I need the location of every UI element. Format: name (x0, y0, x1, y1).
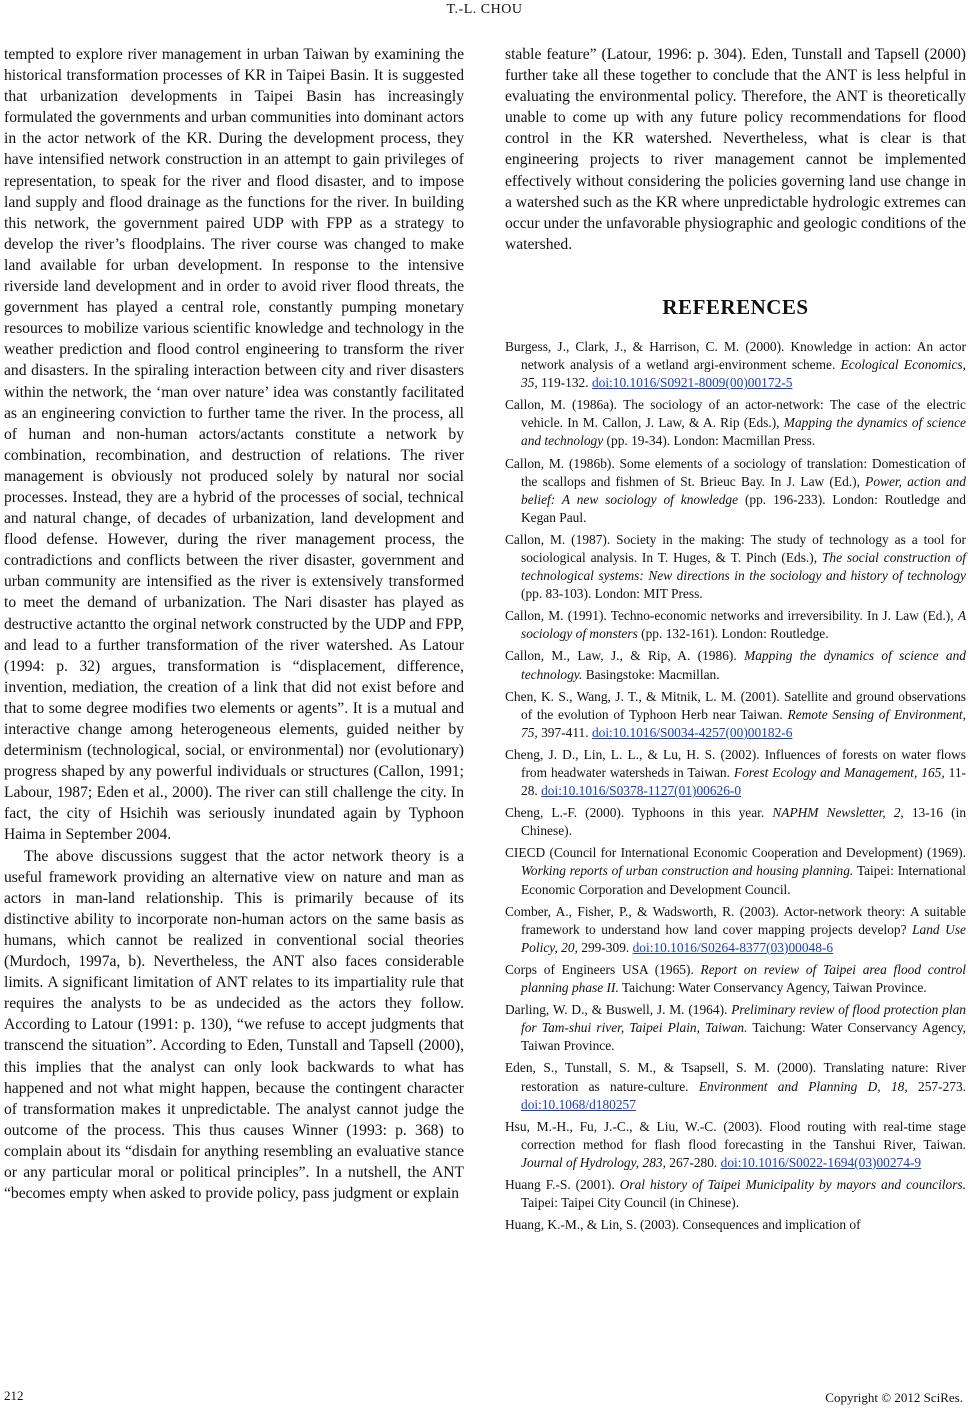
reference-doi-link[interactable]: doi:10.1016/S0378-1127(01)00626-0 (541, 783, 742, 799)
reference-item (505, 338, 966, 392)
page-number: 212 (4, 1388, 24, 1403)
reference-text: 257-273. (907, 1078, 966, 1094)
reference-text: 11-28. (521, 765, 966, 799)
reference-doi-link[interactable]: doi:10.1016/S0921-8009(00)00172-5 (591, 375, 793, 391)
reference-text: 267-280. (665, 1154, 721, 1170)
reference-item (505, 1001, 966, 1055)
reference-text: CIECD (Council for International Economic Cooperation and Development) (1969). (505, 845, 966, 861)
reference-text: 397-411. (537, 724, 592, 740)
reference-text: Taipei: International Economic Corporation and Development Council. (521, 863, 966, 897)
reference-source: Environment and Planning D, 18, (698, 1078, 908, 1094)
reference-text: Darling, W. D., & Buswell, J. M. (1964). (505, 1002, 732, 1018)
reference-item (505, 746, 966, 800)
reference-item (505, 396, 966, 450)
reference-item (505, 1216, 966, 1234)
reference-text: Taichung: Water Conservancy Agency, Taiwan Province. (618, 980, 927, 996)
reference-text: (pp. 19-34). London: Macmillan Press. (603, 433, 816, 449)
right-column (505, 44, 966, 1238)
reference-source: Ecological Economics, 35, (521, 357, 966, 391)
reference-item (505, 903, 966, 957)
reference-source: The social construction of technological systems: New directions in the sociology and history of technology (521, 549, 966, 584)
reference-text: Comber, A., Fisher, P., & Wadsworth, R. (2003). Actor-network theory: A suitable framework to understand how land cover mapping projects develop? (505, 903, 966, 937)
reference-text: Huang F.-S. (2001). (505, 1176, 620, 1192)
left-column (4, 44, 464, 1204)
reference-text: Huang, K.-M., & Lin, S. (2003). Consequences and implication of (505, 1217, 861, 1233)
body-paragraph: tempted to explore river management in urban Taiwan by examining the historical transformation processes of KR in Taipei Basin. It is suggested that urbanization developments in Taipei Basin has increasingly formulated the governments and urban communities into dominant actors in the actor network of the KR. During the development process, they have intensified network construction in an attempt to gain privileges of representation, to speak for the river and flood disaster, and to impose land supply and flood drainage as the functions for the river. In building this network, the government paired UDP with FPP as a strategy to develop the river’s floodplains. The river course was changed to make land available for urban development. In response to the intensive riverside land development and in order to avoid river flood threats, the government has played a central role, constantly pumping monetary resources to mobilize various scientific knowledge and technology in the weather prediction and flood control engineering to transform the river and disasters. In the spiraling interaction between city and river disasters within the network, the ‘man over nature’ idea was constantly facilitated as an engineering conviction to further tame the river. In the process, all of human and non-human actors/actants constitute a network by combination, recombination, and destruction of relations. The river management is obviously not produced solely by natural nor social processes. Instead, they are a hybrid of the processes of social, technical and natural change, of decades of urbanization, land development and flood defense. However, during the river management process, the contradictions and conflicts between the river disaster, government and urban community are intensified as the river is extensively transformed to meet the demand of urbanization. The Nari disaster has played as destructive actantto the orginal network constructed by the UDP and FPP, and lead to a further transformation of the river watershed. As Latour (1994: p. 32) argues, transformation is “displacement, difference, invention, mediation, the creation of a link that did not exist before and that to some degree modifies two elements or agents”. It is a mutual and interactive change among heterogeneous elements, guided neither by determinism (technological, social, or environmental) nor (evolutionary) progress shaped by any powerful individuals or structures (Callon, 1991; Labour, 1987; Eden et al., 2000). The river can still challenge the city. In fact, the city of Hsichih was seriously inundated again by Typhoon Haima in September 2004. (4, 46, 464, 844)
reference-item (505, 1059, 966, 1113)
reference-text: Callon, M. (1987). Society in the making: The study of technology as a tool for sociological analysis. In T. Huges, & T. Pinch (Eds.), (505, 531, 966, 565)
reference-source: Journal of Hydrology, 283, (521, 1154, 666, 1170)
reference-text: (pp. 83-103). London: MIT Press. (521, 586, 703, 602)
body-paragraph: The above discussions suggest that the actor network theory is a useful framework providing an alternative view on nature and man as actors in man-land relationship. This is primarily because of its distinctive ability to incorporate non-human actors on the same basis as humans, which cannot be realized in conventional social theories (Murdoch, 1997a, b). Nevertheless, the ANT also faces considerable limits. A significant limitation of ANT relates to its impartiality rule that requires the analysts to be as undecided as the actors they follow. According to Latour (1991: p. 130), “we refuse to accept judgments that transcend the situation”. According to Eden, Tunstall and Tapsell (2000), this implies that the analyst can only look backwards to what has happened and not what might happen, because the contingent character of transformation makes it unpredictable. The analyst cannot judge the outcome of the process. This thus causes Winner (1993: p. 368) to complain about its “disdain for anything resembling an evaluative stance or any particular moral or political principles”. In a nutshell, the ANT “becomes empty when asked to provide policy, pass judgment or explain (4, 847, 464, 1203)
reference-item (505, 647, 966, 683)
reference-source: Forest Ecology and Management, 165, (733, 765, 945, 780)
reference-text: Eden, S., Tunstall, S. M., & Tsapsell, S. M. (2000). Translating nature: River restoration as nature-culture. (505, 1060, 966, 1094)
reference-item (505, 688, 966, 742)
reference-item (505, 1176, 966, 1212)
copyright-notice: Copyright © 2012 SciRes. (825, 1390, 963, 1405)
reference-text: (pp. 132-161). London: Routledge. (637, 626, 829, 642)
reference-text: Hsu, M.-H., Fu, J.-C., & Liu, W.-C. (2003). Flood routing with real-time stage correction method for flash flood forecasting in the Tanshui River, Taiwan. (505, 1118, 966, 1152)
reference-text: Chen, K. S., Wang, J. T., & Mitnik, L. M. (2001). Satellite and ground observations of the evolution of Typhoon Herb near Taiwan. (505, 688, 966, 722)
reference-source: Working reports of urban construction and housing planning. (521, 863, 854, 879)
reference-source: Mapping the dynamics of science and technology. (521, 648, 966, 682)
body-paragraph: stable feature” (Latour, 1996: p. 304). Eden, Tunstall and Tapsell (2000) further take all these together to conclude that the ANT is less helpful in evaluating the environmental policy. Therefore, the ANT is theoretically unable to come up with any future policy recommendations for flood control in the KR watershed. Nevertheless, what is clear is that engineering projects to river management cannot be implemented effectively without considering the policies governing land use change in a watershed such as the KR where unpredictable hydrologic extremes can occur under the unfavorable physiographic and geologic conditions of the watershed. (505, 46, 966, 253)
reference-text: Taichung: Water Conservancy Agency, Taiwan Province. (521, 1020, 966, 1054)
reference-text: Cheng, J. D., Lin, L. L., & Lu, H. S. (2002). Influences of forests on water flows from headwater watersheds in Taiwan. (505, 746, 966, 780)
reference-doi-link[interactable]: doi:10.1016/S0034-4257(00)00182-6 (591, 724, 793, 740)
reference-source: Remote Sensing of Environment, 75, (521, 706, 966, 740)
reference-source: Report on review of Taipei area flood control planning phase II. (521, 961, 966, 996)
reference-text: Cheng, L.-F. (2000). Typhoons in this year. (505, 805, 773, 821)
reference-item (505, 607, 966, 643)
reference-list (505, 338, 966, 1234)
reference-item (505, 844, 966, 898)
reference-doi-link[interactable]: doi:10.1016/S0022-1694(03)00274-9 (720, 1154, 922, 1170)
reference-text: Callon, M., Law, J., & Rip, A. (1986). (505, 648, 745, 664)
reference-source: Land Use Policy, 20, (521, 921, 966, 955)
references-heading: REFERENCES (662, 294, 809, 319)
reference-text: Taipei: Taipei City Council (in Chinese). (521, 1195, 740, 1211)
reference-text: 299-309. (577, 939, 633, 955)
reference-text: Corps of Engineers USA (1965). (505, 961, 701, 977)
reference-text: Callon, M. (1986b). Some elements of a sociology of translation: Domestication of the scallops and fishmen of St. Brieuc Bay. In J. Law (Ed.), (505, 455, 966, 489)
reference-doi-link[interactable]: doi:10.1068/d180257 (521, 1096, 636, 1112)
reference-text: 119-132. (537, 375, 592, 391)
reference-text: 13-16 (in Chinese). (521, 805, 967, 839)
reference-item (505, 961, 966, 997)
reference-text: Burgess, J., Clark, J., & Harrison, C. M. (2000). Knowledge in action: An actor network analysis of a wetland argi-environment scheme. (505, 338, 966, 373)
reference-source: Preliminary review of flood protection plan for Tam-shui river, Taipei Plain, Taiwan. (521, 1002, 966, 1036)
reference-text: Callon, M. (1986a). The sociology of an actor-network: The case of the electric vehicle. In M. Callon, J. Law, & A. Rip (Eds.), (505, 397, 966, 431)
reference-text: Callon, M. (1991). Techno-economic networks and irreversibility. In J. Law (Ed.), (505, 608, 958, 624)
running-head: T.-L. CHOU (446, 2, 523, 17)
reference-item (505, 531, 966, 603)
reference-source: A sociology of monsters (521, 608, 966, 642)
reference-item (505, 455, 966, 527)
reference-source: Mapping the dynamics of science and technology (521, 415, 966, 449)
reference-source: Oral history of Taipei Municipality by mayors and councilors. (619, 1176, 966, 1192)
reference-item (505, 1118, 966, 1172)
reference-text: Basingstoke: Macmillan. (582, 666, 720, 682)
reference-doi-link[interactable]: doi:10.1016/S0264-8377(03)00048-6 (632, 939, 834, 955)
reference-text: (pp. 196-233). London: Routledge and Kegan Paul. (521, 491, 966, 525)
reference-item (505, 804, 966, 840)
reference-source: NAPHM Newsletter, 2, (772, 805, 904, 821)
reference-source: Power, action and belief: A new sociology of knowledge (521, 473, 966, 507)
